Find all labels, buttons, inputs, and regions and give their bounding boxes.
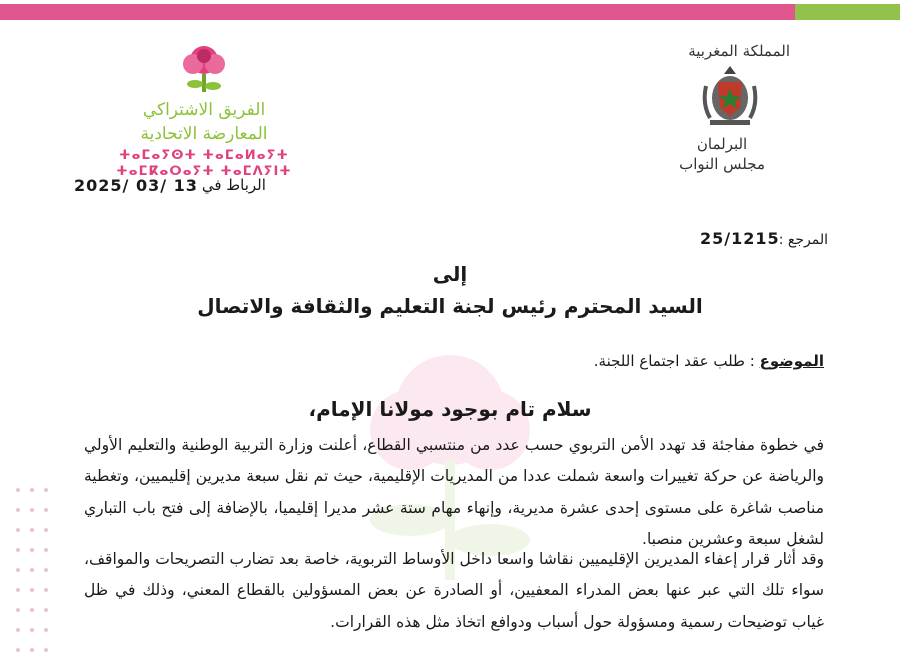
- to-heading: إلى: [432, 262, 468, 286]
- body-paragraph-1: في خطوة مفاجئة قد تهدد الأمن التربوي حسب عدد من منتسبي القطاع، أعلنت وزارة التربية الوطنية والتعليم الأولي والرياضة عن حركة تغييرات واسعة شملت عددا من المديريات الإقليمية، حيث تم نقل سبعة مديرين إقليميين، وتغطية مناصب شاغرة على مستوى إحدى عشرة مديرية، وإنهاء مهام ستة عشر مديرا إقليميا، بالإضافة إلى فتح باب التباري لشغل سبعة وعشرين منصبا.: [84, 436, 824, 548]
- subject-label: الموضوع: [759, 352, 824, 370]
- top-color-bar: [0, 0, 900, 20]
- date-label: الرباط في :: [192, 176, 266, 194]
- parliament-title: [679, 134, 765, 174]
- tifinagh-line1: ⵜⴰⵎⴰⵢⵙⵜ ⵜⴰⵎⴰⵍⴰⵢⵜ: [119, 148, 289, 163]
- reference-value: 25/1215: [700, 229, 780, 248]
- coat-of-arms-icon: [700, 64, 760, 126]
- parliament-line1: البرلمان: [696, 135, 748, 153]
- decorative-dots: [12, 480, 52, 670]
- body-paragraph-2: وقد أثار قرار إعفاء المديرين الإقليميين نقاشا واسعا داخل الأوساط التربوية، خاصة بعد تضارب التصريحات والمواقف، سواء تلك التي عبر عنها بعض المدراء المعفيين، أو الصادرة عن بعض المسؤولين بالقطاع المعني، وذلك في ظل غياب توضيحات رسمية ومسؤولة حول أسباب ودوافع اتخاذ مثل هذه القرارات.: [84, 550, 824, 631]
- party-name: [104, 98, 304, 146]
- parliament-line2: مجلس النواب: [679, 155, 765, 173]
- green-bar: [795, 4, 900, 20]
- recipient-heading: السيد المحترم رئيس لجنة التعليم والثقافة والاتصال: [197, 294, 703, 318]
- greeting: سلام تام بوجود مولانا الإمام،: [308, 397, 592, 421]
- kingdom-title: المملكة المغربية: [688, 42, 790, 60]
- tifinagh-line2: ⵜⴰⵎⴽⴰⵔⴰⵢⵜ ⵜⴰⵎⴷⵢⵏⵜ: [116, 164, 292, 179]
- date-value: 2025/ 03/ 13: [74, 176, 198, 195]
- party-line2: المعارضة الاتحادية: [140, 124, 268, 144]
- pink-bar: [0, 4, 795, 20]
- reference-label: المرجع :: [778, 232, 828, 248]
- rose-logo-icon: [177, 42, 232, 94]
- subject-text: : طلب عقد اجتماع اللجنة.: [593, 352, 755, 370]
- subject-line: [594, 352, 824, 370]
- party-line1: الفريق الاشتراكي: [142, 100, 266, 120]
